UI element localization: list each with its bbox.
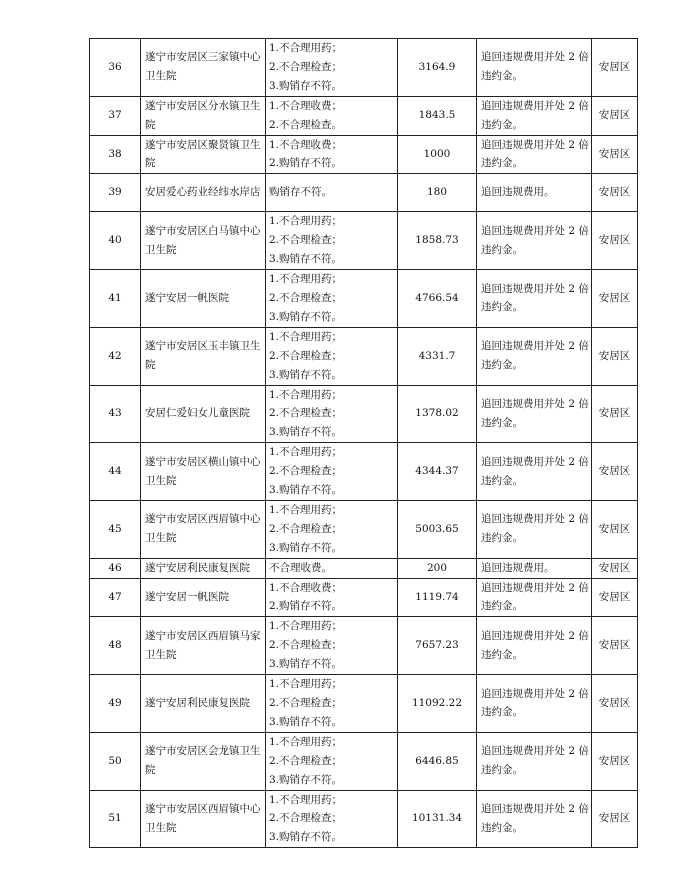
- issue-item: 1.不合理用药；: [269, 273, 343, 286]
- amount: 4344.37: [398, 443, 477, 501]
- penalty-action: 追回违规费用并处 2 倍违约金。: [477, 443, 592, 501]
- institution-name: 遂宁市安居区白马镇中心卫生院: [141, 212, 266, 270]
- table-row: [90, 327, 638, 385]
- institution-name: 遂宁安居利民康复医院: [141, 558, 266, 578]
- region: 安居区: [592, 212, 638, 270]
- table-row: [90, 39, 638, 97]
- region: 安居区: [592, 500, 638, 558]
- table-row: [90, 135, 638, 174]
- issue-item: 3.购销存不符。: [269, 831, 343, 844]
- issue-item: 2.不合理检查；: [269, 291, 343, 304]
- region: 安居区: [592, 790, 638, 848]
- row-number: 42: [90, 327, 141, 385]
- issue-item: 3.购销存不符。: [269, 368, 343, 381]
- table-row: [90, 675, 638, 733]
- issue-item: 2.不合理检查；: [269, 349, 343, 362]
- penalty-action: 追回违规费用并处 2 倍违约金。: [477, 270, 592, 328]
- amount: 1378.02: [398, 385, 477, 443]
- table-row: [90, 500, 638, 558]
- issue-list: [266, 500, 398, 558]
- issue-item: 1.不合理用药；: [269, 388, 343, 401]
- issue-item: 1.不合理用药；: [269, 446, 343, 459]
- institution-name: 安居爱心药业经纬水岸店: [141, 174, 266, 212]
- issue-list: [266, 212, 398, 270]
- region: 安居区: [592, 385, 638, 443]
- issue-item: 2.不合理检查；: [269, 754, 343, 767]
- penalty-action: 追回违规费用并处 2 倍违约金。: [477, 385, 592, 443]
- amount: 1843.5: [398, 96, 477, 135]
- issue-list: [266, 675, 398, 733]
- issue-item: 1.不合理用药；: [269, 42, 343, 54]
- issue-item: 1.不合理用药；: [269, 503, 343, 516]
- issue-list: [266, 443, 398, 501]
- row-number: 38: [90, 135, 141, 174]
- table-row: [90, 790, 638, 848]
- table-row: [90, 578, 638, 617]
- penalty-action: 追回违规费用并处 2 倍违约金。: [477, 675, 592, 733]
- institution-name: 遂宁市安居区分水镇卫生院: [141, 96, 266, 135]
- institution-name: 遂宁市安居区西眉镇中心卫生院: [141, 790, 266, 848]
- issue-list: [266, 790, 398, 848]
- amount: 1858.73: [398, 212, 477, 270]
- issue-item: 2.不合理检查；: [269, 697, 343, 709]
- issue-item: 1.不合理用药；: [269, 793, 343, 806]
- penalty-action: 追回违规费用并处 2 倍违约金。: [477, 617, 592, 675]
- penalty-action: 追回违规费用并处 2 倍违约金。: [477, 732, 592, 790]
- region: 安居区: [592, 578, 638, 617]
- penalty-action: 追回违规费用。: [477, 558, 592, 578]
- row-number: 51: [90, 790, 141, 848]
- issue-item: 1.不合理用药；: [269, 735, 343, 748]
- issue-item: 3.购销存不符。: [269, 773, 343, 786]
- institution-name: 遂宁市安居区玉丰镇卫生院: [141, 327, 266, 385]
- row-number: 49: [90, 675, 141, 733]
- row-number: 39: [90, 174, 141, 212]
- row-number: 44: [90, 443, 141, 501]
- institution-name: 遂宁安居利民康复医院: [141, 675, 266, 733]
- issue-item: 2.不合理检查；: [269, 234, 343, 247]
- amount: 1000: [398, 135, 477, 174]
- issue-list: [266, 617, 398, 675]
- institution-name: 遂宁市安居区聚贤镇卫生院: [141, 135, 266, 174]
- region: 安居区: [592, 675, 638, 733]
- region: 安居区: [592, 174, 638, 212]
- table-row: [90, 385, 638, 443]
- issue-list: [266, 39, 398, 97]
- table-row: [90, 270, 638, 328]
- issue-item: 2.不合理检查；: [269, 522, 343, 535]
- issue-list: [266, 732, 398, 790]
- penalty-action: 追回违规费用并处 2 倍违约金。: [477, 790, 592, 848]
- amount: 11092.22: [398, 675, 477, 733]
- row-number: 40: [90, 212, 141, 270]
- amount: 6446.85: [398, 732, 477, 790]
- penalty-action: 追回违规费用并处 2 倍违约金。: [477, 327, 592, 385]
- issue-item: 3.购销存不符。: [269, 658, 343, 671]
- table-row: [90, 212, 638, 270]
- table-row: [90, 174, 638, 212]
- amount: 200: [398, 558, 477, 578]
- table-row: [90, 558, 638, 578]
- issue-item: 3.购销存不符。: [269, 715, 343, 728]
- issue-item: 3.购销存不符。: [269, 310, 343, 323]
- issue-item: 1.不合理用药；: [269, 215, 343, 228]
- region: 安居区: [592, 617, 638, 675]
- table-row: [90, 617, 638, 675]
- amount: 5003.65: [398, 500, 477, 558]
- issue-item: 不合理收费。: [269, 561, 332, 574]
- issue-item: 3.购销存不符。: [269, 541, 343, 554]
- institution-name: 遂宁安居一帆医院: [141, 270, 266, 328]
- issue-list: [266, 135, 398, 174]
- issue-item: 3.购销存不符。: [269, 484, 343, 497]
- amount: 180: [398, 174, 477, 212]
- penalty-action: 追回违规费用并处 2 倍违约金。: [477, 578, 592, 617]
- region: 安居区: [592, 39, 638, 97]
- row-number: 36: [90, 39, 141, 97]
- row-number: 50: [90, 732, 141, 790]
- issue-item: 1.不合理收费；: [269, 99, 343, 112]
- region: 安居区: [592, 270, 638, 328]
- issue-item: 购销存不符。: [269, 186, 332, 199]
- issue-item: 1.不合理用药；: [269, 678, 343, 691]
- issue-item: 1.不合理用药；: [269, 620, 343, 633]
- row-number: 48: [90, 617, 141, 675]
- table-row: [90, 443, 638, 501]
- issue-list: [266, 174, 398, 212]
- issue-item: 2.不合理检查；: [269, 465, 343, 478]
- issue-item: 3.购销存不符。: [269, 253, 343, 266]
- amount: 7657.23: [398, 617, 477, 675]
- issue-item: 1.不合理用药；: [269, 330, 343, 343]
- amount: 4331.7: [398, 327, 477, 385]
- row-number: 45: [90, 500, 141, 558]
- penalty-action: 追回违规费用并处 2 倍违约金。: [477, 500, 592, 558]
- issue-item: 2.不合理检查；: [269, 407, 343, 420]
- region: 安居区: [592, 558, 638, 578]
- region: 安居区: [592, 732, 638, 790]
- amount: 4766.54: [398, 270, 477, 328]
- penalty-action: 追回违规费用。: [477, 174, 592, 212]
- issue-item: 3.购销存不符。: [269, 79, 343, 92]
- region: 安居区: [592, 135, 638, 174]
- institution-name: 遂宁市安居区会龙镇卫生院: [141, 732, 266, 790]
- region: 安居区: [592, 96, 638, 135]
- row-number: 43: [90, 385, 141, 443]
- penalty-action: 追回违规费用并处 2 倍违约金。: [477, 135, 592, 174]
- issue-item: 2.购销存不符。: [269, 600, 343, 613]
- amount: 10131.34: [398, 790, 477, 848]
- issue-item: 2.不合理检查；: [269, 639, 343, 652]
- issue-item: 2.不合理检查；: [269, 60, 343, 73]
- institution-name: 遂宁市安居区西眉镇马家卫生院: [141, 617, 266, 675]
- issue-list: [266, 270, 398, 328]
- institution-name: 遂宁安居一帆医院: [141, 578, 266, 617]
- table-row: [90, 96, 638, 135]
- issue-item: 2.不合理检查；: [269, 812, 343, 825]
- institution-name: 遂宁市安居区横山镇中心卫生院: [141, 443, 266, 501]
- row-number: 47: [90, 578, 141, 617]
- issue-list: [266, 385, 398, 443]
- row-number: 46: [90, 558, 141, 578]
- issue-list: [266, 327, 398, 385]
- table-body: [90, 39, 638, 848]
- amount: 1119.74: [398, 578, 477, 617]
- row-number: 37: [90, 96, 141, 135]
- issue-item: 2.购销存不符。: [269, 157, 343, 170]
- issue-item: 3.购销存不符。: [269, 426, 343, 439]
- issue-list: [266, 558, 398, 578]
- issue-item: 2.不合理检查。: [269, 118, 343, 131]
- institution-name: 安居仁爱妇女儿童医院: [141, 385, 266, 443]
- penalty-action: 追回违规费用并处 2 倍违约金。: [477, 39, 592, 97]
- institution-name: 遂宁市安居区西眉镇中心卫生院: [141, 500, 266, 558]
- violations-table: [89, 38, 638, 848]
- region: 安居区: [592, 327, 638, 385]
- issue-item: 1.不合理收费；: [269, 581, 343, 594]
- issue-list: [266, 96, 398, 135]
- table-row: [90, 732, 638, 790]
- institution-name: 遂宁市安居区三家镇中心卫生院: [141, 39, 266, 97]
- amount: 3164.9: [398, 39, 477, 97]
- penalty-action: 追回违规费用并处 2 倍违约金。: [477, 96, 592, 135]
- issue-list: [266, 578, 398, 617]
- region: 安居区: [592, 443, 638, 501]
- issue-item: 1.不合理收费；: [269, 138, 343, 151]
- row-number: 41: [90, 270, 141, 328]
- penalty-action: 追回违规费用并处 2 倍违约金。: [477, 212, 592, 270]
